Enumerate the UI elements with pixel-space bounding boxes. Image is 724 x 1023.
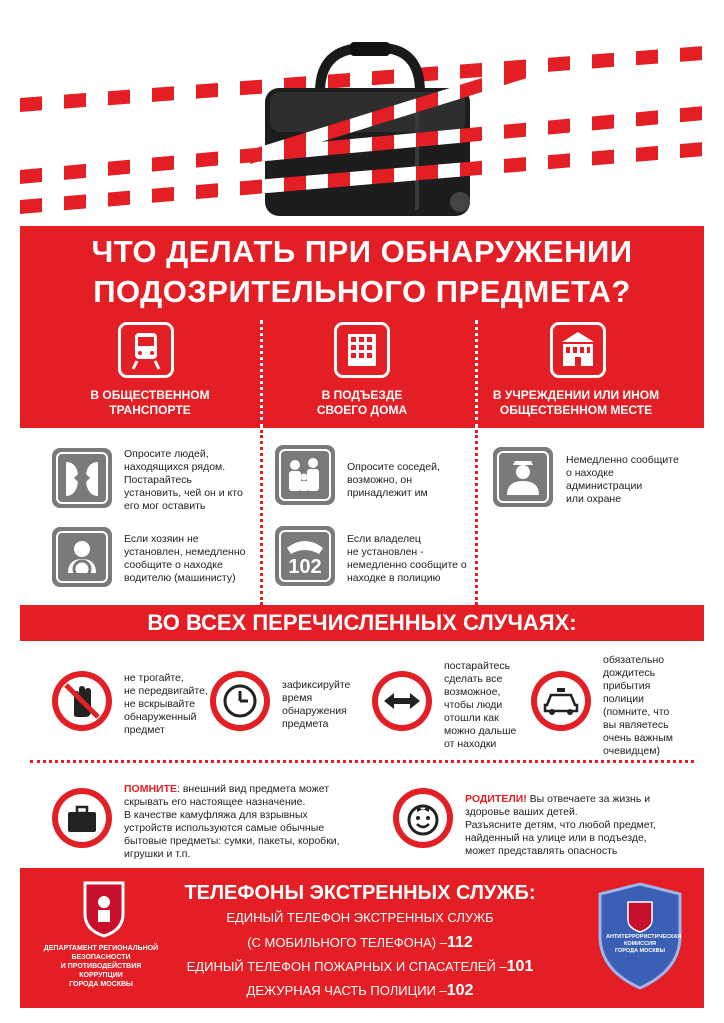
text-line: дождитесь xyxy=(603,667,656,679)
text-line: ГОРОДА МОСКВЫ xyxy=(614,948,666,954)
caption-line: В ПОДЪЕЗДЕ xyxy=(321,388,403,402)
text-line: находящихся рядом. xyxy=(124,461,226,473)
no-touch-hand-icon xyxy=(52,671,112,731)
section-divider xyxy=(30,760,694,763)
all-cases-text-2 xyxy=(282,679,350,731)
column-divider xyxy=(475,320,478,428)
text-line: возможно, он xyxy=(347,474,413,486)
child-face-icon xyxy=(393,788,453,848)
text-segment: Вы отвечаете за жизнь и xyxy=(526,793,651,805)
instruction-home-neighbors xyxy=(347,461,440,500)
text-line: Опросите людей, xyxy=(124,448,209,460)
text-line: ГОРОДА МОСКВЫ xyxy=(69,981,133,988)
faces-icon xyxy=(52,448,112,508)
text-segment: : внешний вид предмета может xyxy=(177,783,330,795)
caption-line: В ОБЩЕСТВЕННОМ xyxy=(90,388,210,402)
text-line: не вскрывайте xyxy=(124,698,195,710)
text-line: от находки xyxy=(444,738,497,750)
text-line: бытовые предметы: сумки, пакеты, коробки, xyxy=(124,835,340,847)
parents-first-line xyxy=(465,793,695,806)
text-line: время xyxy=(282,692,313,704)
text-line: АНТИТЕРРОРИСТИЧЕСКАЯ xyxy=(606,934,682,940)
text-segment: ЕДИНЫЙ ТЕЛЕФОН ПОЖАРНЫХ И СПАСАТЕЛЕЙ – xyxy=(186,959,507,974)
page-title-line-1: ЧТО ДЕЛАТЬ ПРИ ОБНАРУЖЕНИИ xyxy=(91,234,633,269)
right-organization xyxy=(606,934,682,955)
text-line: очень важным xyxy=(603,732,673,744)
all-cases-text-3 xyxy=(444,660,516,751)
text-line: устройств используются самые обычные xyxy=(124,822,325,834)
text-line: сделать все xyxy=(444,673,503,685)
instruction-institution xyxy=(566,454,679,506)
text-line: можно дальше xyxy=(444,725,517,737)
emergency-footer xyxy=(20,868,704,1008)
text-line: полиции xyxy=(603,693,645,705)
text-line: Постарайтесь xyxy=(124,474,192,486)
text-line: В качестве камуфляжа для взрывных xyxy=(124,809,308,821)
text-line: И ПРОТИВОДЕЙСТВИЯ xyxy=(60,963,142,970)
remember-label: ПОМНИТЕ xyxy=(124,783,178,795)
text-line: принадлежит им xyxy=(347,487,428,499)
text-line: не трогайте, xyxy=(124,672,184,684)
text-line: обнаружения xyxy=(282,705,347,717)
column-divider xyxy=(260,320,263,428)
caption-line: ТРАНСПОРТЕ xyxy=(109,403,191,417)
text-line: находке в полицию xyxy=(347,572,441,584)
text-line: БЕЗОПАСНОСТИ xyxy=(71,954,131,961)
text-line: обнаруженный xyxy=(124,711,197,723)
title-panel xyxy=(20,226,704,428)
text-line: вы являетесь xyxy=(603,719,669,731)
instruction-home-police xyxy=(347,533,467,585)
phone-102-icon xyxy=(275,526,335,586)
column-caption-home xyxy=(272,388,452,418)
text-line: постарайтесь xyxy=(444,660,511,672)
footer-line-2 xyxy=(170,934,550,952)
footer-title: ТЕЛЕФОНЫ ЭКСТРЕННЫХ СЛУЖБ: xyxy=(184,882,536,904)
caption-line: В УЧРЕЖДЕНИИ ИЛИ ИНОМ xyxy=(492,388,660,402)
text-line: установлен, немедленно xyxy=(124,546,246,558)
all-cases-text-1 xyxy=(124,672,208,737)
moscow-coat-of-arms-icon xyxy=(82,880,126,938)
text-line: зафиксируйте xyxy=(282,679,351,691)
institution-building-icon xyxy=(550,322,606,378)
all-cases-text-4 xyxy=(603,654,673,758)
text-line: скрывать его настоящее назначение. xyxy=(124,796,306,808)
instruction-transport-driver xyxy=(124,533,245,585)
left-organization xyxy=(26,944,176,989)
text-line: о находке xyxy=(566,467,614,479)
hero-image xyxy=(20,20,704,220)
caption-line: ОБЩЕСТВЕННОМ МЕСТЕ xyxy=(499,403,653,417)
clock-icon xyxy=(210,671,270,731)
text-line: отошли как xyxy=(444,712,499,724)
text-line: найденный на улице или в подъезде, xyxy=(465,832,647,844)
footer-line-4 xyxy=(170,982,550,1000)
text-line: игрушки и т.п. xyxy=(124,848,191,860)
text-line: Если владелец xyxy=(347,533,421,545)
text-line: предмет xyxy=(124,724,165,736)
column-divider xyxy=(260,430,263,605)
all-cases-banner xyxy=(20,605,704,641)
text-line: ДЕПАРТАМЕНТ РЕГИОНАЛЬНОЙ xyxy=(43,945,159,952)
text-line: может представлять опасность xyxy=(465,845,618,857)
text-line: администрации xyxy=(566,480,643,492)
text-line: Немедленно сообщите xyxy=(566,454,679,466)
train-icon xyxy=(118,322,174,378)
text-line: здоровье ваших детей. xyxy=(465,806,578,818)
caption-line: СВОЕГО ДОМА xyxy=(316,403,408,417)
text-line: обязательно xyxy=(603,654,665,666)
remember-first-line xyxy=(124,783,374,796)
footer-line-3 xyxy=(170,958,550,976)
text-line: предмета xyxy=(282,718,329,730)
family-icon xyxy=(275,445,335,505)
all-cases-title: ВО ВСЕХ ПЕРЕЧИСЛЕННЫХ СЛУЧАЯХ: xyxy=(147,610,577,635)
driver-icon xyxy=(52,527,112,587)
text-line: прибытия xyxy=(603,680,651,692)
double-arrow-icon xyxy=(372,671,432,731)
apartment-building-icon xyxy=(334,322,390,378)
text-line: Опросите соседей, xyxy=(347,461,440,473)
text-line: его мог оставить xyxy=(124,500,206,512)
page-title-line-2: ПОДОЗРИТЕЛЬНОГО ПРЕДМЕТА? xyxy=(93,274,631,309)
parents-label: РОДИТЕЛИ! xyxy=(465,793,527,805)
instruction-transport-ask xyxy=(124,448,243,513)
text-line: установить, чей он и кто xyxy=(124,487,243,499)
text-line: Если хозяин не xyxy=(124,533,199,545)
text-line: КОМИССИЯ xyxy=(623,941,657,947)
suitcase-with-tape-illustration xyxy=(20,20,704,220)
text-line: чтобы люди xyxy=(444,699,503,711)
text-line: очевидцем) xyxy=(603,745,660,757)
column-divider xyxy=(475,430,478,605)
phone-number-badge: 102 xyxy=(288,556,322,578)
police-car-icon xyxy=(531,671,591,731)
remember-note xyxy=(124,783,374,861)
text-line: сообщите о находке xyxy=(124,559,223,571)
column-caption-institution xyxy=(470,388,682,418)
security-guard-icon xyxy=(493,447,553,507)
text-line: не передвигайте, xyxy=(124,685,208,697)
briefcase-icon xyxy=(52,788,112,848)
phone-number: 102 xyxy=(446,982,474,999)
text-line: возможное, xyxy=(444,686,501,698)
text-line: (помните, что xyxy=(603,706,670,718)
column-caption-transport xyxy=(60,388,240,418)
phone-number: 112 xyxy=(446,934,473,951)
text-line: немедленно сообщите о xyxy=(347,559,467,571)
text-segment: ДЕЖУРНАЯ ЧАСТЬ ПОЛИЦИИ – xyxy=(246,983,447,998)
text-line: или охране xyxy=(566,493,622,505)
text-line: не установлен - xyxy=(347,546,424,558)
text-line: КОРРУПЦИИ xyxy=(79,972,123,979)
parents-note xyxy=(465,793,695,858)
footer-line-1: ЕДИНЫЙ ТЕЛЕФОН ЭКСТРЕННЫХ СЛУЖБ xyxy=(226,910,494,925)
text-segment: (С МОБИЛЬНОГО ТЕЛЕФОНА) – xyxy=(247,935,447,950)
text-line: водителю (машинисту) xyxy=(124,572,236,584)
text-line: Разъясните детям, что любой предмет, xyxy=(465,819,656,831)
phone-number: 101 xyxy=(506,958,534,975)
